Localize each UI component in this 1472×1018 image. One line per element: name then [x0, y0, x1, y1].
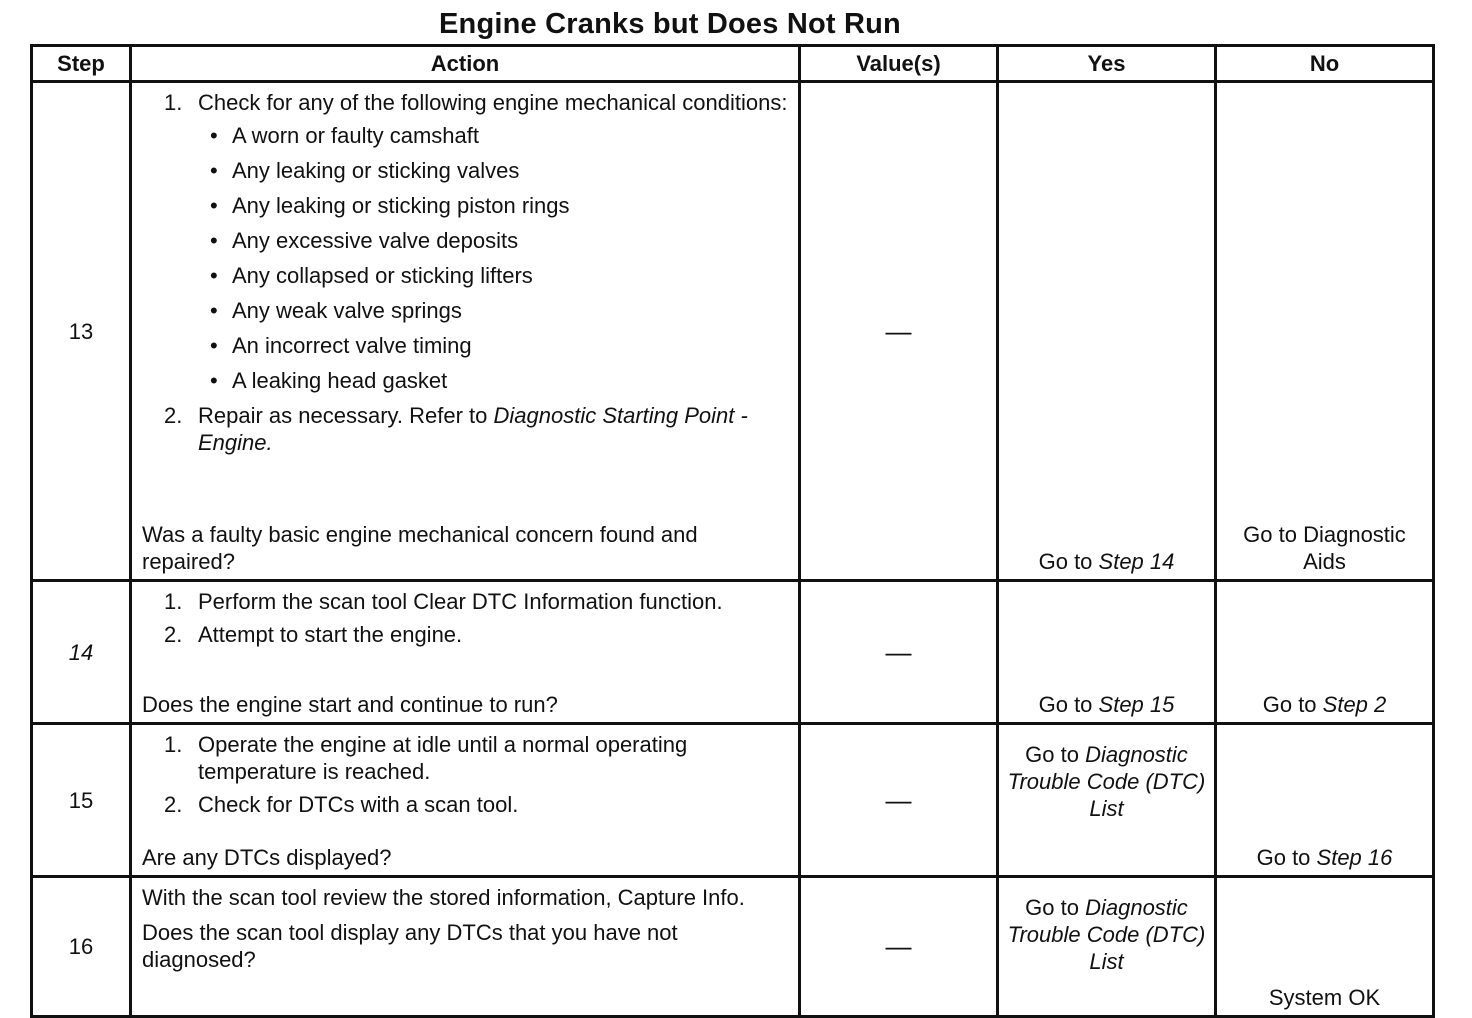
value-cell: —: [800, 82, 998, 581]
action-cell: [131, 877, 800, 1017]
action-cell: [131, 82, 800, 581]
no-cell: [1216, 877, 1434, 1017]
list-item: • An incorrect valve timing: [232, 332, 788, 359]
list-item: • Any collapsed or sticking lifters: [232, 262, 788, 289]
no-reference-link[interactable]: Go to Diagnostic Aids: [1243, 522, 1406, 574]
action-step-text: Repair as necessary. Refer to: [198, 403, 494, 428]
table-header-row: [32, 46, 1434, 82]
value-cell: —: [800, 724, 998, 877]
table-row-step-14: [32, 581, 1434, 724]
action-step-text: Check for DTCs with a scan tool.: [198, 792, 519, 817]
yes-cell: Go to Diagnostic Trouble Code (DTC) List: [998, 724, 1216, 877]
table-row-step-16: [32, 877, 1434, 1017]
header-step: Step: [32, 46, 131, 82]
step-number: 14: [32, 581, 131, 724]
step-number: 16: [32, 877, 131, 1017]
list-item: • Any weak valve springs: [232, 297, 788, 324]
no-cell: Go to Step 2: [1216, 581, 1434, 724]
list-item: • Any leaking or sticking valves: [232, 157, 788, 184]
action-step-text: Perform the scan tool Clear DTC Information function.: [198, 589, 723, 614]
step-number: 13: [32, 82, 131, 581]
action-step: 2. Attempt to start the engine.: [164, 622, 463, 647]
action-text: With the scan tool review the stored information, Capture Info.: [142, 885, 745, 910]
action-cell: [131, 581, 800, 724]
step-question: Does the scan tool display any DTCs that you have not diagnosed?: [142, 920, 678, 972]
no-cell: [1216, 82, 1434, 581]
action-step-text: Attempt to start the engine.: [198, 622, 463, 647]
yes-cell: Go to Step 14: [998, 82, 1216, 581]
header-action: Action: [131, 46, 800, 82]
condition-list: [198, 122, 788, 394]
list-item: • Any leaking or sticking piston rings: [232, 192, 788, 219]
diagnostic-table: [30, 44, 1435, 1018]
table-row-step-13: [32, 82, 1434, 581]
list-item: • A leaking head gasket: [232, 367, 788, 394]
list-item: • Any excessive valve deposits: [232, 227, 788, 254]
table-row-step-15: [32, 724, 1434, 877]
step-question: Does the engine start and continue to run?: [142, 692, 558, 717]
action-step-text: Check for any of the following engine mechanical conditions:: [198, 90, 788, 115]
step-question: Are any DTCs displayed?: [142, 845, 392, 870]
yes-reference-link[interactable]: Diagnostic Trouble Code (DTC) List: [1007, 742, 1206, 821]
yes-reference-link[interactable]: Step 15: [1098, 692, 1175, 717]
action-steps: [142, 588, 788, 654]
action-cell: [131, 724, 800, 877]
action-steps: [142, 731, 788, 824]
header-yes: Yes: [998, 46, 1216, 82]
yes-cell: Go to Step 15: [998, 581, 1216, 724]
list-item: • A worn or faulty camshaft: [232, 122, 788, 149]
document-title: Engine Cranks but Does Not Run: [439, 8, 901, 40]
action-step: 1. Perform the scan tool Clear DTC Information function.: [164, 589, 723, 614]
action-step: 1. Operate the engine at idle until a normal operating temperature is reached.: [164, 732, 688, 784]
step-question: Was a faulty basic engine mechanical concern found and repaired?: [142, 522, 698, 574]
header-values: Value(s): [800, 46, 998, 82]
action-step: 2. Check for DTCs with a scan tool.: [164, 792, 519, 817]
value-cell: —: [800, 581, 998, 724]
action-step: 2. Repair as necessary. Refer to Diagnostic Starting Point - Engine.: [164, 403, 748, 455]
no-cell: Go to Step 16: [1216, 724, 1434, 877]
reference-link[interactable]: Diagnostic Starting Point - Engine.: [198, 403, 748, 455]
no-reference-link[interactable]: Step 16: [1316, 845, 1393, 870]
action-step-text: Operate the engine at idle until a normal operating temperature is reached.: [198, 732, 688, 784]
action-steps: [142, 89, 788, 462]
no-reference-link[interactable]: Step 2: [1322, 692, 1387, 717]
yes-cell: Go to Diagnostic Trouble Code (DTC) List: [998, 877, 1216, 1017]
value-cell: —: [800, 877, 998, 1017]
yes-reference-link[interactable]: Diagnostic Trouble Code (DTC) List: [1007, 895, 1206, 974]
action-step: 1. Check for any of the following engine mechanical conditions: • A worn or faulty camshaft • Any leaking or sticking valves • Any leaking or sticking piston rings • Any excessive valve deposits • Any collapsed or sticking lifters • Any weak valve springs • An incorrect valve timing • A leaking head gasket: [198, 89, 788, 394]
yes-reference-link[interactable]: Step 14: [1098, 549, 1175, 574]
no-result-text: System OK: [1268, 985, 1381, 1010]
step-number: 15: [32, 724, 131, 877]
header-no: No: [1216, 46, 1434, 82]
